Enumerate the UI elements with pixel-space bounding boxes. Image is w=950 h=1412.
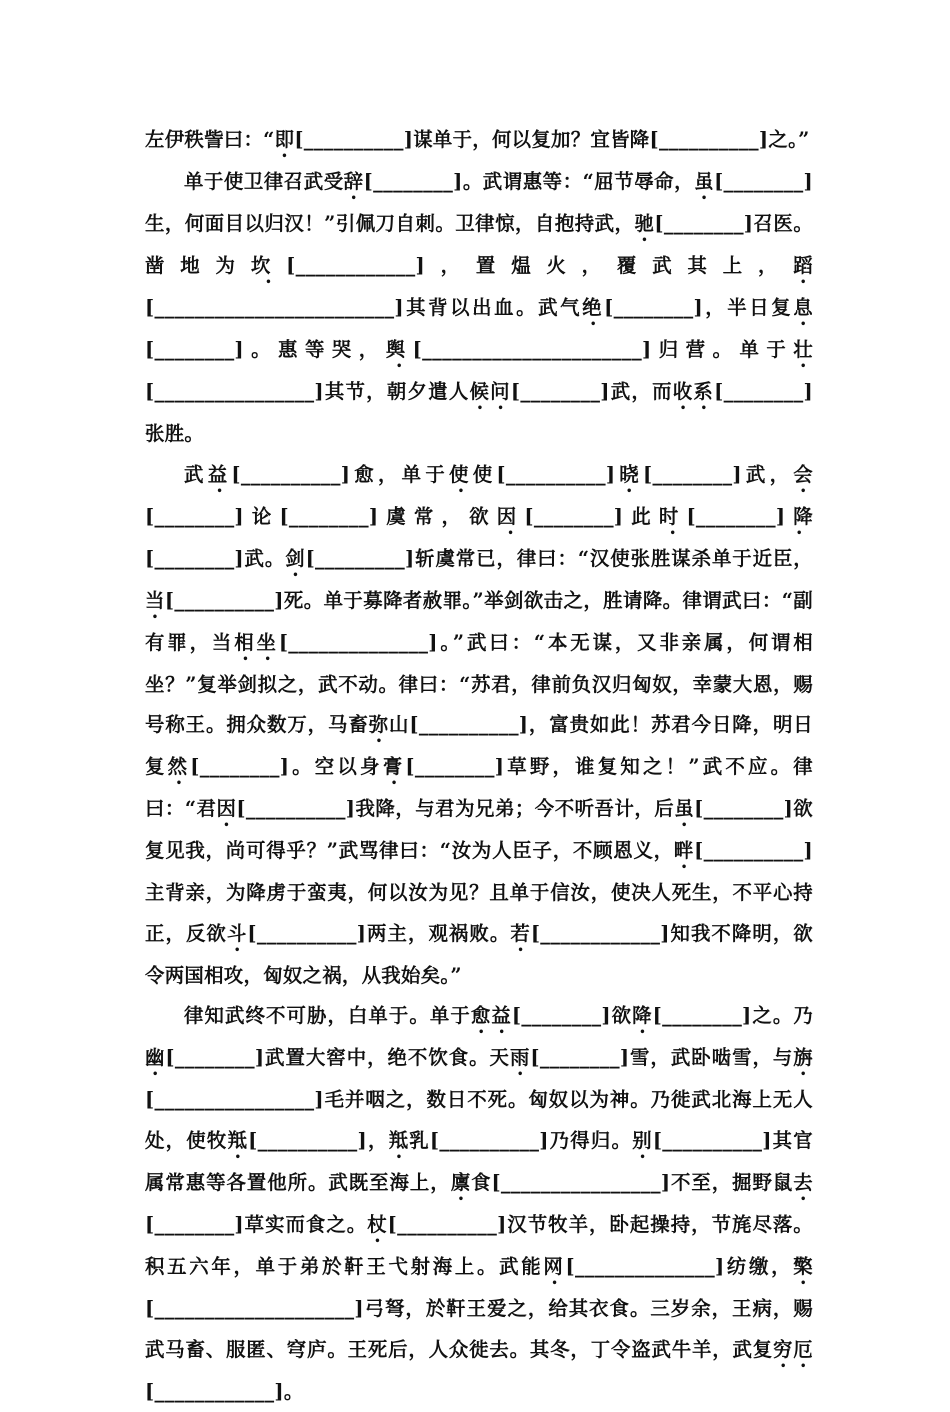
text-run: 武: [184, 462, 208, 486]
text-run: [________]武，: [642, 462, 794, 486]
paragraph: [145, 996, 813, 1412]
emphasized-term: 剑: [285, 546, 306, 570]
emphasized-term: 檠: [793, 1254, 813, 1278]
text-run: 乳[__________]乃得归。: [409, 1128, 633, 1152]
emphasized-term: 当: [145, 588, 165, 612]
text-run: [________]武。: [145, 546, 286, 570]
emphasized-term: 膏: [382, 755, 406, 779]
text-run: [__________]其官属常惠等各置他所。武既至海上，: [145, 1128, 813, 1194]
emphasized-term: 羝: [227, 1128, 249, 1152]
text-run: [________]，半日复: [604, 296, 794, 319]
text-run: [________]生，何面目以归汉！”引佩刀自刺。卫律惊，自抱持武，: [145, 170, 813, 235]
text-run: [__________]主背亲，为降虏于蛮夷，何以汝为见？且单于信汝，使决人死生，不平心持正，反欲: [145, 839, 813, 945]
emphasized-term: 旃: [793, 1046, 813, 1070]
text-run: [______________]。”武曰：“本无谋，又非亲属，何谓相坐？”复举剑拟之，武不动。律曰：“苏君，律前负汉归匈奴，幸蒙大恩，赐号称王。拥众数万，马畜: [145, 630, 813, 737]
text-run: [________]雪，武卧啮雪，与: [530, 1046, 794, 1070]
text-run: 左伊秩訾曰：“: [145, 128, 275, 151]
emphasized-term: 晓: [615, 462, 643, 486]
text-run: [________________________]其背以出血。武气: [145, 296, 583, 319]
emphasized-term: 畔: [673, 839, 695, 863]
emphasized-term: 别: [632, 1128, 653, 1152]
text-run: [__________]汉节牧羊，卧起操持，节旄尽落。积五六年，单于弟於靬王弋射海上。武能: [145, 1212, 813, 1278]
text-run: [__________]谋单于，何以复加？宜皆降[__________]之。”: [294, 128, 810, 151]
text-run: [________]论: [145, 504, 280, 528]
text-run: [________]欲复见我，尚可得乎？”武骂律曰：“汝为人臣子，不顾恩义，: [145, 797, 813, 863]
emphasized-term: 坎: [250, 254, 287, 277]
emphasized-term: 舆: [385, 338, 413, 361]
emphasized-term: 绝: [582, 296, 605, 319]
text-run: [______________]纺缴，: [565, 1254, 794, 1278]
text-run: [__________]死。单于募降者赦罪。”举剑欲击之，胜请降。律谓武曰：“副有罪，当: [145, 588, 813, 654]
text-run: [________]草野，谁复知之！”武不应。律曰：“君: [145, 755, 813, 821]
emphasized-term: 弥: [368, 713, 390, 737]
text-run: [________]张胜。: [145, 380, 814, 445]
emphasized-term: 然: [167, 755, 191, 779]
emphasized-term: 若: [510, 921, 531, 945]
text-run: [____________]，置煴火，覆武其上，: [286, 254, 794, 277]
emphasized-term: 驰: [634, 212, 655, 235]
paragraph: [145, 162, 813, 455]
text-run: [________________]其节，朝夕遣人: [145, 380, 470, 403]
text-run: [________]虞常，欲: [279, 504, 497, 528]
emphasized-term: 相坐: [234, 630, 279, 654]
text-run: [______________________]归营。单于: [412, 338, 794, 361]
emphasized-term: 使: [449, 462, 473, 486]
emphasized-term: 雨: [509, 1046, 531, 1070]
emphasized-term: 息: [793, 296, 813, 319]
emphasized-term: 斗: [226, 921, 248, 945]
emphasized-term: 时: [658, 504, 687, 528]
paragraph: [145, 120, 813, 162]
text-run: [________]之。乃: [652, 1004, 814, 1028]
text-run: [________]召医。凿地为: [145, 212, 814, 277]
emphasized-term: 辞: [343, 170, 364, 193]
paragraph: [145, 455, 813, 997]
text-run: [________]欲: [511, 1004, 633, 1028]
emphasized-term: 廪: [450, 1170, 472, 1194]
text-run: [________]武置大窖中，绝不饮食。天: [165, 1046, 510, 1070]
text-run: 律知武终不可胁，白单于。单于: [184, 1004, 471, 1028]
emphasized-term: 杖: [367, 1212, 388, 1236]
text-run: [____________]知我不降明，欲令两国相攻，匈奴之祸，从我始矣。”: [145, 921, 814, 987]
emphasized-term: 壮: [793, 338, 813, 361]
text-run: [__________]愈，单于: [231, 462, 450, 486]
text-run: [________]草实而食之。: [145, 1212, 368, 1236]
text-run: [________________]毛并咽之，数日不死。匈奴以为神。乃徙武北海上无人处，使牧: [145, 1088, 813, 1152]
emphasized-term: 蹈: [793, 254, 813, 277]
emphasized-term: 即: [274, 128, 295, 151]
emphasized-term: 降: [632, 1004, 653, 1028]
emphasized-term: 益: [207, 462, 232, 486]
text-run: 使[__________]: [472, 462, 616, 486]
text-run: [________]。武谓惠等：“屈节辱命，: [363, 170, 695, 193]
text-run: [________]。惠等哭，: [145, 338, 386, 361]
text-run: [__________]，: [248, 1128, 389, 1152]
emphasized-term: 羝: [388, 1128, 410, 1152]
text-run: [________]武，而: [510, 380, 673, 403]
text-run: 单于使卫律召武受: [184, 170, 344, 193]
emphasized-term: 去: [793, 1170, 813, 1194]
text-run: [__________]我降，与君为兄弟；今不听吾计，后: [236, 797, 675, 821]
text-run: 山[__________]，富贵如此！苏君今日降，明日复: [145, 713, 813, 779]
emphasized-term: 网: [543, 1254, 566, 1278]
emphasized-term: 虽: [694, 170, 715, 193]
text-run: [________]: [686, 504, 786, 528]
emphasized-term: 收系: [672, 380, 715, 403]
text-run: [__________]两主，观祸败。: [247, 921, 511, 945]
emphasized-term: 愈益: [470, 1004, 512, 1028]
text-run: [____________]。: [145, 1379, 304, 1403]
document-body: [145, 120, 813, 1412]
emphasized-term: 幽: [145, 1046, 166, 1070]
emphasized-term: 会: [793, 462, 813, 486]
text-run: [________]。空以身: [190, 755, 383, 779]
text-run: 食[________________]不至，掘野鼠: [471, 1170, 794, 1194]
emphasized-term: 降: [785, 504, 813, 528]
emphasized-term: 穷厄: [773, 1337, 813, 1361]
emphasized-term: 候问: [469, 380, 511, 403]
emphasized-term: 因: [216, 797, 237, 821]
text-run: [____________________]弓弩，於靬王爱之，给其衣食。三岁余，王病，赐武马畜、服匿、穹庐。王死后，人众徙去。其冬，丁令盗武牛羊，武复: [145, 1296, 813, 1361]
emphasized-term: 虽: [674, 797, 695, 821]
emphasized-term: 因: [496, 504, 525, 528]
text-run: [_________]斩虞常已，律曰：“汉使张胜谋杀单于近臣，: [305, 546, 813, 570]
text-run: [________]此: [524, 504, 659, 528]
